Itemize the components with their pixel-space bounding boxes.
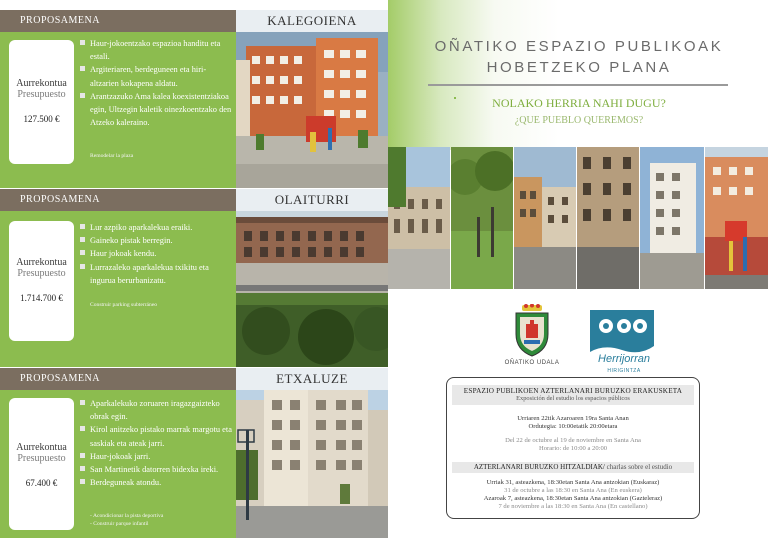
question-eu: NOLAKO HERRIA NAHI DUGU? bbox=[492, 96, 666, 110]
bullet-item: Lurrazaleko aparkalekua txikitu eta ingurua berurbanizatu. bbox=[80, 261, 232, 287]
note-es-3a: - Acondicionar la pista deportiva bbox=[90, 513, 164, 519]
place-title-etxaluze: ETXALUZE bbox=[236, 368, 388, 390]
bullet-item: San Martinetik datorren bidexka ireki. bbox=[80, 463, 232, 476]
strip-photo-2 bbox=[451, 147, 513, 289]
budget-amount: 1.714.700 € bbox=[20, 293, 63, 303]
talks-heading: AZTERLANARI BURUZKO HITZALDIAK/ bbox=[473, 463, 605, 471]
strip-photo-5 bbox=[640, 147, 704, 289]
budget-box-2 bbox=[9, 221, 74, 341]
photo-olaiturri bbox=[236, 211, 388, 367]
exhibition-heading: ESPAZIO PUBLIKOEN AZTERLANARI BURUZKO ERAKUSKETA bbox=[463, 387, 683, 395]
proposal-header-1: PROPOSAMENA bbox=[0, 10, 236, 32]
bullet-item: Haur-jokoak jarri. bbox=[80, 450, 232, 463]
strip-photo-4 bbox=[577, 147, 639, 289]
budget-label-eu: Aurrekontua bbox=[16, 78, 67, 89]
bullet-list-3 bbox=[80, 397, 232, 489]
proposal-header-2: PROPOSAMENA bbox=[0, 189, 236, 211]
budget-amount: 67.400 € bbox=[25, 478, 58, 488]
proposal-body-1 bbox=[0, 32, 236, 188]
photo-kalegoiena bbox=[236, 32, 388, 188]
cover-panel bbox=[388, 0, 768, 538]
exhibition-dates-eu: Urriaren 22tik Azaroaren 19ra Santa Anan bbox=[517, 415, 629, 422]
herrijorran-logo-icon bbox=[584, 306, 662, 376]
exhibition-heading-block bbox=[452, 385, 694, 405]
budget-box-3 bbox=[9, 398, 74, 530]
bullet-list-1 bbox=[80, 37, 232, 129]
herrijorran-wordmark: Herrijorran bbox=[598, 353, 650, 365]
budget-label-es: Presupuesto bbox=[17, 89, 66, 100]
talks-heading-es: charlas sobre el estudio bbox=[604, 463, 673, 471]
bullet-item: Argiteriaren, berdeguneen eta hiri-altzarien kokapena aldatu. bbox=[80, 63, 232, 89]
bullet-item: Gaineko pistak berregin. bbox=[80, 234, 232, 247]
budget-amount: 127.500 € bbox=[23, 114, 60, 124]
note-es-3b: - Construir parque infantil bbox=[90, 521, 149, 527]
bullet-item: Berdeguneak atondu. bbox=[80, 476, 232, 489]
bullet-item: Haur jokoak kendu. bbox=[80, 247, 232, 260]
place-title-olaiturri: OLAITURRI bbox=[236, 189, 388, 211]
strip-photo-1 bbox=[388, 147, 450, 289]
bullet-list-2 bbox=[80, 221, 232, 287]
strip-photo-6 bbox=[705, 147, 768, 289]
strip-photo-3 bbox=[514, 147, 576, 289]
bullet-item: Lur azpiko aparkalekua eraiki. bbox=[80, 221, 232, 234]
photo-etxaluze bbox=[236, 390, 388, 538]
bullet-item: Kirol anitzeko pistako marrak margotu eta saskiak eta ateak jarri. bbox=[80, 423, 232, 449]
exhibition-dates-es: Del 22 de octubre al 19 de noviembre en Santa Ana bbox=[505, 437, 641, 444]
exhibition-heading-es: Exposición del estudio los espacios públicos bbox=[516, 395, 630, 402]
talk-1-es: 31 de octubre a las 18:30 en Santa Ana (En euskera) bbox=[504, 487, 642, 494]
bullet-item: Haur-jokoentzako espazioa handitu eta estali. bbox=[80, 37, 232, 63]
note-es-2: Construir parking subterráneo bbox=[90, 302, 158, 308]
exhibition-hours-es: Horario: de 10:00 a 20:00 bbox=[538, 445, 608, 452]
event-info-box bbox=[446, 377, 700, 519]
talk-2-eu: Azaroak 7, asteazkena, 18:30etan Santa Ana antzokian (Gazteleraz) bbox=[483, 495, 663, 502]
photo-strip bbox=[388, 147, 768, 289]
talks-heading-block bbox=[452, 462, 694, 473]
onati-udala-label: OÑATIKO UDALA bbox=[504, 360, 560, 366]
proposal-header-3: PROPOSAMENA bbox=[0, 368, 236, 390]
proposal-body-3 bbox=[0, 390, 236, 538]
exhibition-hours-eu: Ordutegia: 10:00etatik 20:00etara bbox=[528, 423, 618, 430]
budget-box-1 bbox=[9, 40, 74, 164]
budget-label-eu: Aurrekontua bbox=[16, 257, 67, 268]
main-title bbox=[424, 36, 734, 78]
main-title-line2: HOBETZEKO PLANA bbox=[486, 59, 672, 76]
title-divider bbox=[428, 84, 728, 86]
bullet-item: Arantzazuko Ama kalea koexistentziakoa egin, Ultzegin kaletik oinezkoentzako den Atzeko kaleraino. bbox=[80, 90, 232, 130]
talk-1-eu: Urriak 31, asteazkena, 18:30etan Santa Ana antzokian (Euskaraz) bbox=[486, 479, 660, 486]
proposal-body-2 bbox=[0, 211, 236, 367]
bullet-item: Aparkalekuko zoruaren iragazgaizteko obrak egin. bbox=[80, 397, 232, 423]
note-es-1: Remodelar la plaza bbox=[90, 153, 134, 159]
talk-2-es: 7 de noviembre a las 18:30 en Santa Ana (En castellano) bbox=[498, 503, 648, 510]
main-title-line1: OÑATIKO ESPAZIO PUBLIKOAK bbox=[434, 38, 724, 55]
budget-label-es: Presupuesto bbox=[17, 453, 66, 464]
place-title-kalegoiena: KALEGOIENA bbox=[236, 10, 388, 32]
budget-label-es: Presupuesto bbox=[17, 268, 66, 279]
budget-label-eu: Aurrekontua bbox=[16, 442, 67, 453]
herrijorran-subtitle: HIRIGINTZA bbox=[607, 368, 641, 374]
question-es: ¿QUE PUEBLO QUEREMOS? bbox=[514, 115, 644, 126]
